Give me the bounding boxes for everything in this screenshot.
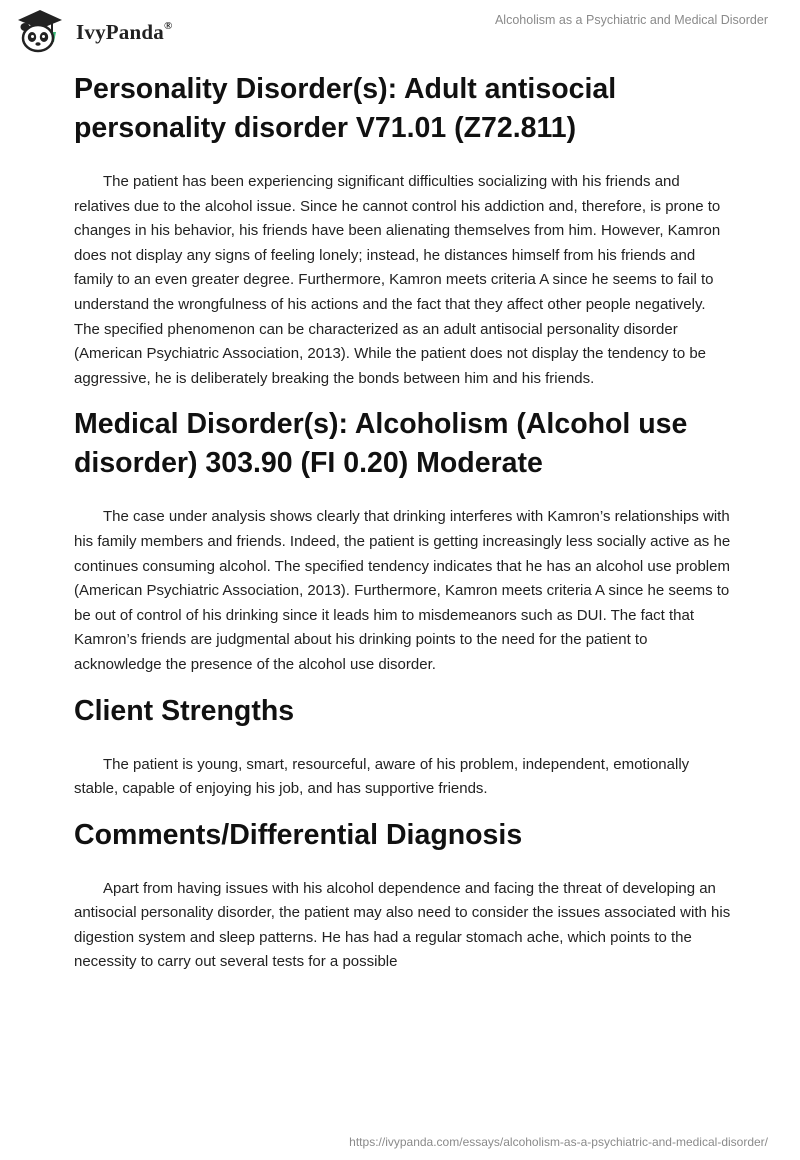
brand-logo[interactable] <box>76 20 172 45</box>
section-client-strengths <box>74 692 734 802</box>
panda-graduate-icon[interactable] <box>14 8 66 54</box>
source-url[interactable]: https://ivypanda.com/essays/alcoholism-as-a-psychiatric-and-medical-disorder/ <box>349 1135 768 1149</box>
section-heading: Comments/Differential Diagnosis <box>74 818 523 851</box>
page-header <box>0 0 800 60</box>
section-personality-disorder <box>74 70 734 391</box>
section-paragraph: Apart from having issues with his alcohol dependence and facing the threat of developing an antisocial personality disorder, the patient may also need to consider the issues associated with his digestion system and sleep patterns. He has had a regular stomach ache, which points to the necessity to carry out several tests for a possible <box>74 879 731 971</box>
section-heading: Client Strengths <box>74 694 295 727</box>
section-heading: Medical Disorder(s): Alcoholism (Alcohol use disorder) 303.90 (FI 0.20) Moderate <box>74 408 688 480</box>
registered-mark: ® <box>163 20 173 32</box>
section-comments-diagnosis <box>74 816 734 975</box>
document-title: Alcoholism as a Psychiatric and Medical Disorder <box>494 13 768 27</box>
section-heading: Personality Disorder(s): Adult antisocial personality disorder V71.01 (Z72.811) <box>74 73 617 144</box>
section-paragraph: The patient has been experiencing significant difficulties socializing with his friends and relatives due to the alcohol issue. Since he cannot control his addiction and, therefore, is prone to changes in his behavior, his friends have been alienating themselves from him. However, Kamron does not display any signs of feeling lonely; instead, he distances himself from his friends and family to an even greater degree. Furthermore, Kamron meets criteria A since he seems to fail to understand the wrongfulness of his actions and the fact that they affect other people negatively. The specified phenomenon can be characterized as an adult antisocial personality disorder (American Psychiatric Association, 2013). While the patient does not display the tendency to be aggressive, he is deliberately breaking the bonds between him and his friends. <box>74 173 721 387</box>
brand-name: IvyPanda <box>76 20 164 44</box>
section-medical-disorder <box>74 405 734 677</box>
section-paragraph: The patient is young, smart, resourceful, aware of his problem, independent, emotionally stable, capable of enjoying his job, and has supportive friends. <box>74 755 690 798</box>
section-paragraph: The case under analysis shows clearly that drinking interferes with Kamron’s relationships with his family members and friends. Indeed, the patient is getting increasingly less socially active as he continues consuming alcohol. The specified tendency indicates that he has an alcohol use problem (American Psychiatric Association, 2013). Furthermore, Kamron meets criteria A since he seems to be out of control of his drinking since it leads him to misdemeanors such as DUI. The fact that Kamron’s friends are judgmental about his drinking points to the need for the patient to acknowledge the presence of the alcohol use disorder. <box>74 508 731 673</box>
essay-content <box>74 70 734 989</box>
